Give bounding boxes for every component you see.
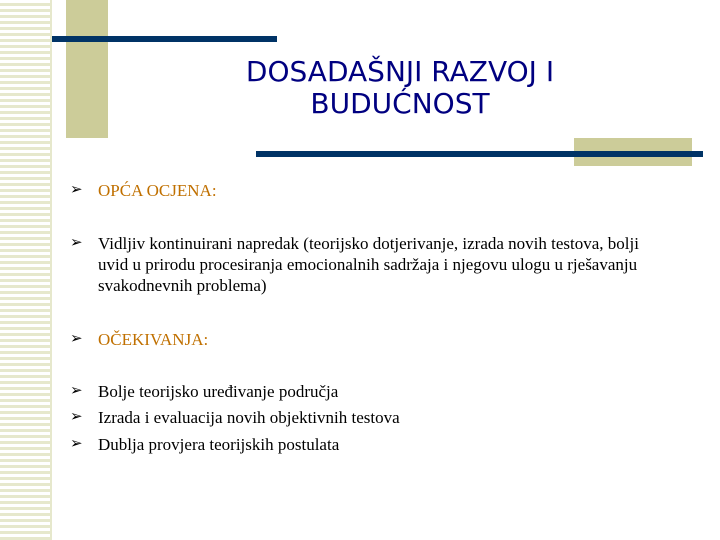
bullet-heading: OPĆA OCJENA:	[98, 181, 217, 200]
bullet-item-ocekivanja	[70, 329, 650, 350]
bullet-item-testovi	[70, 407, 650, 428]
arrowhead-bullet-icon: ➢	[70, 235, 83, 251]
bullet-text: Bolje teorijsko uređivanje područja	[98, 382, 339, 401]
title-underline-line	[256, 151, 703, 157]
bullet-text: Izrada i evaluacija novih objektivnih testova	[98, 408, 400, 427]
bullet-item-uredivanje	[70, 381, 650, 402]
bullet-text: Vidljiv kontinuirani napredak (teorijsko dotjerivanje, izrada novih testova, bolji uvid u prirodu procesiranja emocionalnih sadržaja i njegovu ulogu u rješavanju svakodnevnih problema)	[98, 234, 639, 295]
arrowhead-bullet-icon: ➢	[70, 383, 83, 399]
arrowhead-bullet-icon: ➢	[70, 182, 83, 198]
bullet-text: Dublja provjera teorijskih postulata	[98, 435, 340, 454]
arrowhead-bullet-icon: ➢	[70, 331, 83, 347]
top-accent-block	[66, 0, 108, 138]
arrowhead-bullet-icon: ➢	[70, 409, 83, 425]
bullet-item-napredak	[70, 233, 650, 296]
arrowhead-bullet-icon: ➢	[70, 436, 83, 452]
top-accent-line	[52, 36, 277, 42]
left-stripe-decoration	[0, 0, 52, 540]
bullet-heading: OČEKIVANJA:	[98, 330, 209, 349]
bullet-item-opca-ocjena	[70, 180, 650, 201]
bullet-item-postulati	[70, 434, 650, 455]
slide-title: DOSADAŠNJI RAZVOJ I BUDUĆNOST	[245, 55, 555, 120]
